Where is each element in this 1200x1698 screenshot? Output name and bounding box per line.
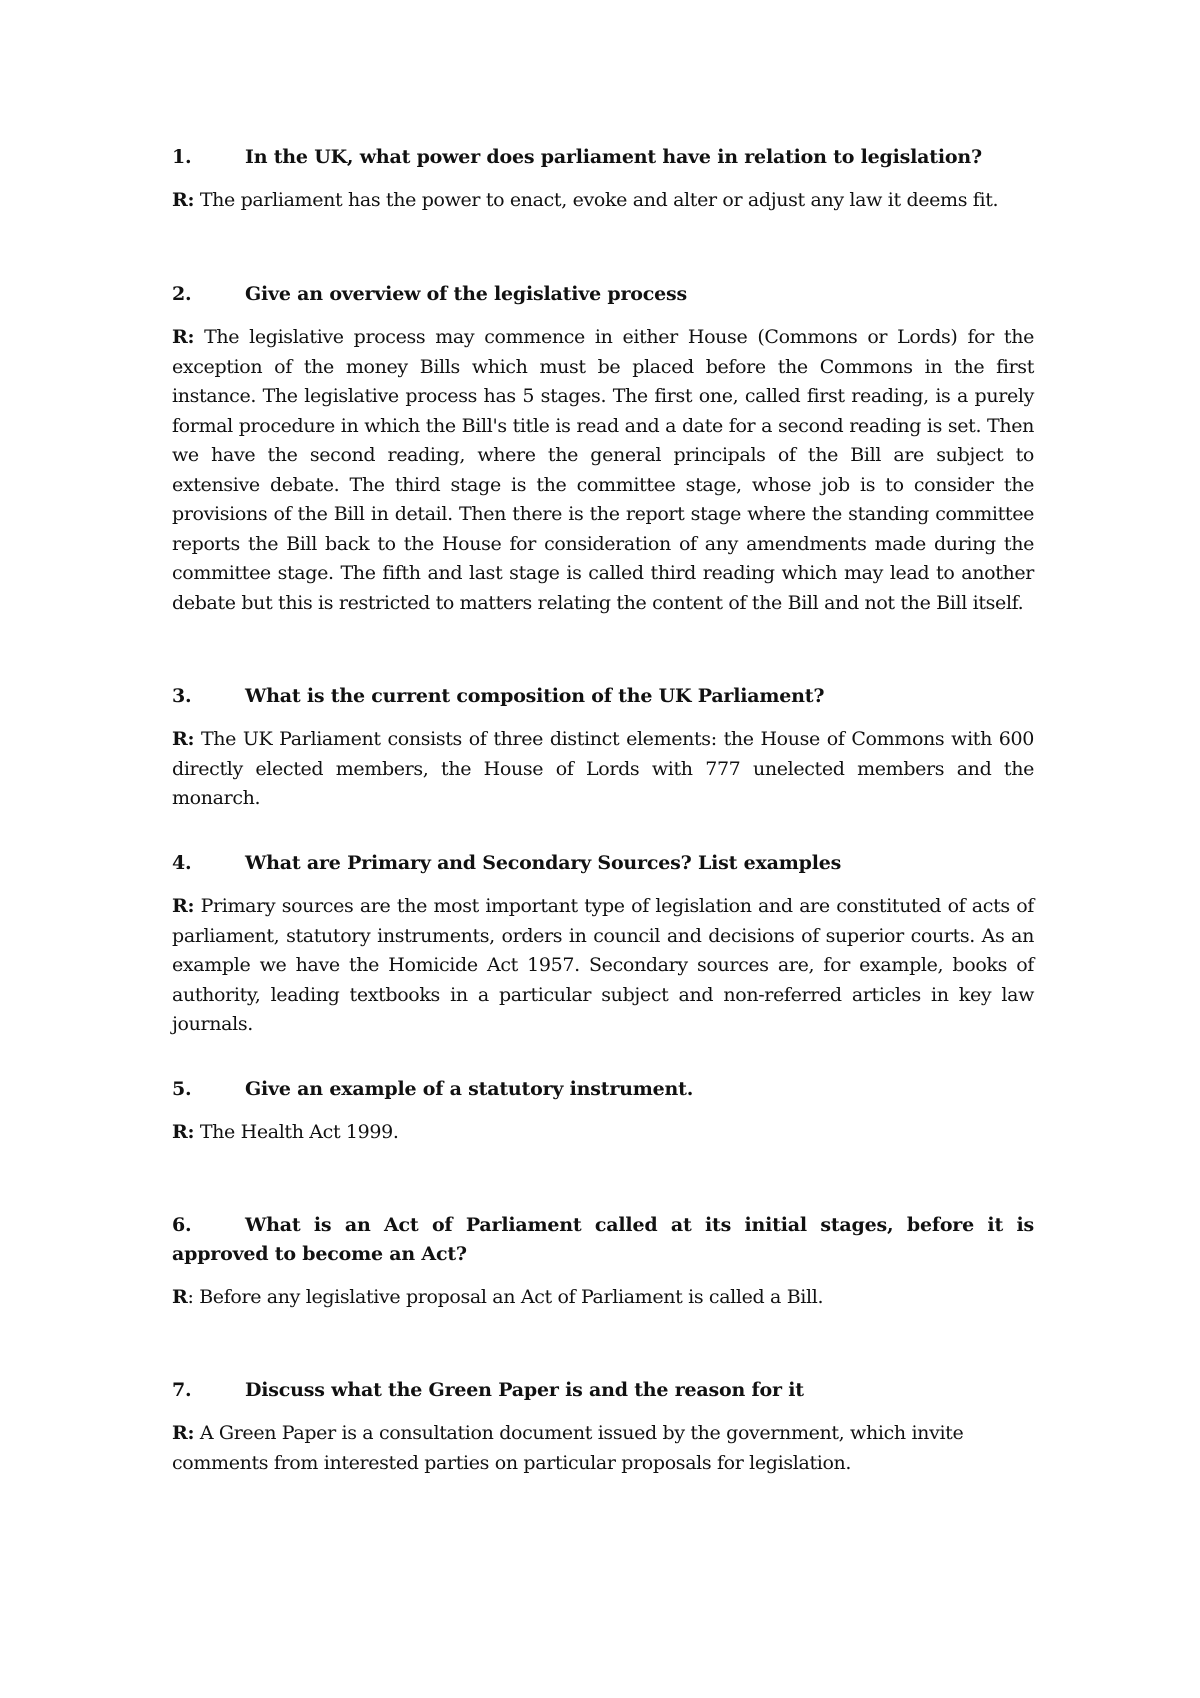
question-3 xyxy=(172,682,1034,711)
qa-item-4 xyxy=(172,849,1034,1040)
qa-item-2 xyxy=(172,280,1034,618)
answer-4 xyxy=(172,892,1034,1040)
question-1 xyxy=(172,143,1034,172)
question-number: 2. xyxy=(172,283,192,305)
answer-3 xyxy=(172,725,1034,814)
question-text: What is the current composition of the UK Parliament? xyxy=(245,685,825,707)
answer-label: R: xyxy=(172,728,195,750)
answer-2 xyxy=(172,323,1034,618)
question-7 xyxy=(172,1376,1034,1405)
answer-7 xyxy=(172,1419,1034,1478)
question-6 xyxy=(172,1211,1034,1269)
question-number: 3. xyxy=(172,685,192,707)
answer-text: A Green Paper is a consultation document issued by the government, which invite comments from interested parties on particular proposals for legislation. xyxy=(172,1422,964,1474)
question-5 xyxy=(172,1075,1034,1104)
qa-item-6 xyxy=(172,1211,1034,1313)
answer-text: The legislative process may commence in either House (Commons or Lords) for the exception of the money Bills which must be placed before the Commons in the first instance. The legislative process has 5 stages. The first one, called first reading, is a purely formal procedure in which the Bill's title is read and a date for a second reading is set. Then we have the second reading, where the general principals of the Bill are subject to extensive debate. The third stage is the committee stage, whose job is to consider the provisions of the Bill in detail. Then there is the report stage where the standing committee reports the Bill back to the House for consideration of any amendments made during the committee stage. The fifth and last stage is called third reading which may lead to another debate but this is restricted to matters relating the content of the Bill and not the Bill itself. xyxy=(172,326,1034,614)
answer-text: The UK Parliament consists of three distinct elements: the House of Commons with 600 directly elected members, the House of Lords with 777 unelected members and the monarch. xyxy=(172,728,1034,809)
question-text: What are Primary and Secondary Sources? List examples xyxy=(245,852,842,874)
question-text: Discuss what the Green Paper is and the reason for it xyxy=(245,1379,804,1401)
answer-6 xyxy=(172,1283,1034,1313)
question-text: Give an example of a statutory instrument. xyxy=(245,1078,694,1100)
qa-item-7 xyxy=(172,1376,1034,1478)
question-number: 7. xyxy=(172,1379,192,1401)
question-number: 1. xyxy=(172,146,192,168)
answer-label: R xyxy=(172,1286,188,1308)
question-number: 6. xyxy=(172,1214,192,1236)
question-4 xyxy=(172,849,1034,878)
qa-item-3 xyxy=(172,682,1034,814)
qa-item-5 xyxy=(172,1075,1034,1148)
answer-label: R: xyxy=(172,326,195,348)
question-2 xyxy=(172,280,1034,309)
answer-label: R: xyxy=(172,189,195,211)
question-number: 5. xyxy=(172,1078,192,1100)
question-number: 4. xyxy=(172,852,192,874)
answer-label: R: xyxy=(172,895,195,917)
answer-label: R: xyxy=(172,1422,195,1444)
answer-5 xyxy=(172,1118,1034,1148)
answer-1 xyxy=(172,186,1034,216)
answer-text: The Health Act 1999. xyxy=(199,1121,399,1143)
answer-text: Primary sources are the most important type of legislation and are constituted of acts of parliament, statutory instruments, orders in council and decisions of superior courts. As an example we have the Homicide Act 1957. Secondary sources are, for example, books of authority, leading textbooks in a particular subject and non-referred articles in key law journals. xyxy=(172,895,1034,1035)
answer-text: : Before any legislative proposal an Act of Parliament is called a Bill. xyxy=(187,1286,824,1308)
answer-label: R: xyxy=(172,1121,195,1143)
question-text: Give an overview of the legislative process xyxy=(245,283,688,305)
question-text: What is an Act of Parliament called at its initial stages, before it is approved to become an Act? xyxy=(172,1214,1034,1265)
answer-text: The parliament has the power to enact, evoke and alter or adjust any law it deems fit. xyxy=(199,189,999,211)
qa-item-1 xyxy=(172,143,1034,216)
question-text: In the UK, what power does parliament have in relation to legislation? xyxy=(245,146,982,168)
